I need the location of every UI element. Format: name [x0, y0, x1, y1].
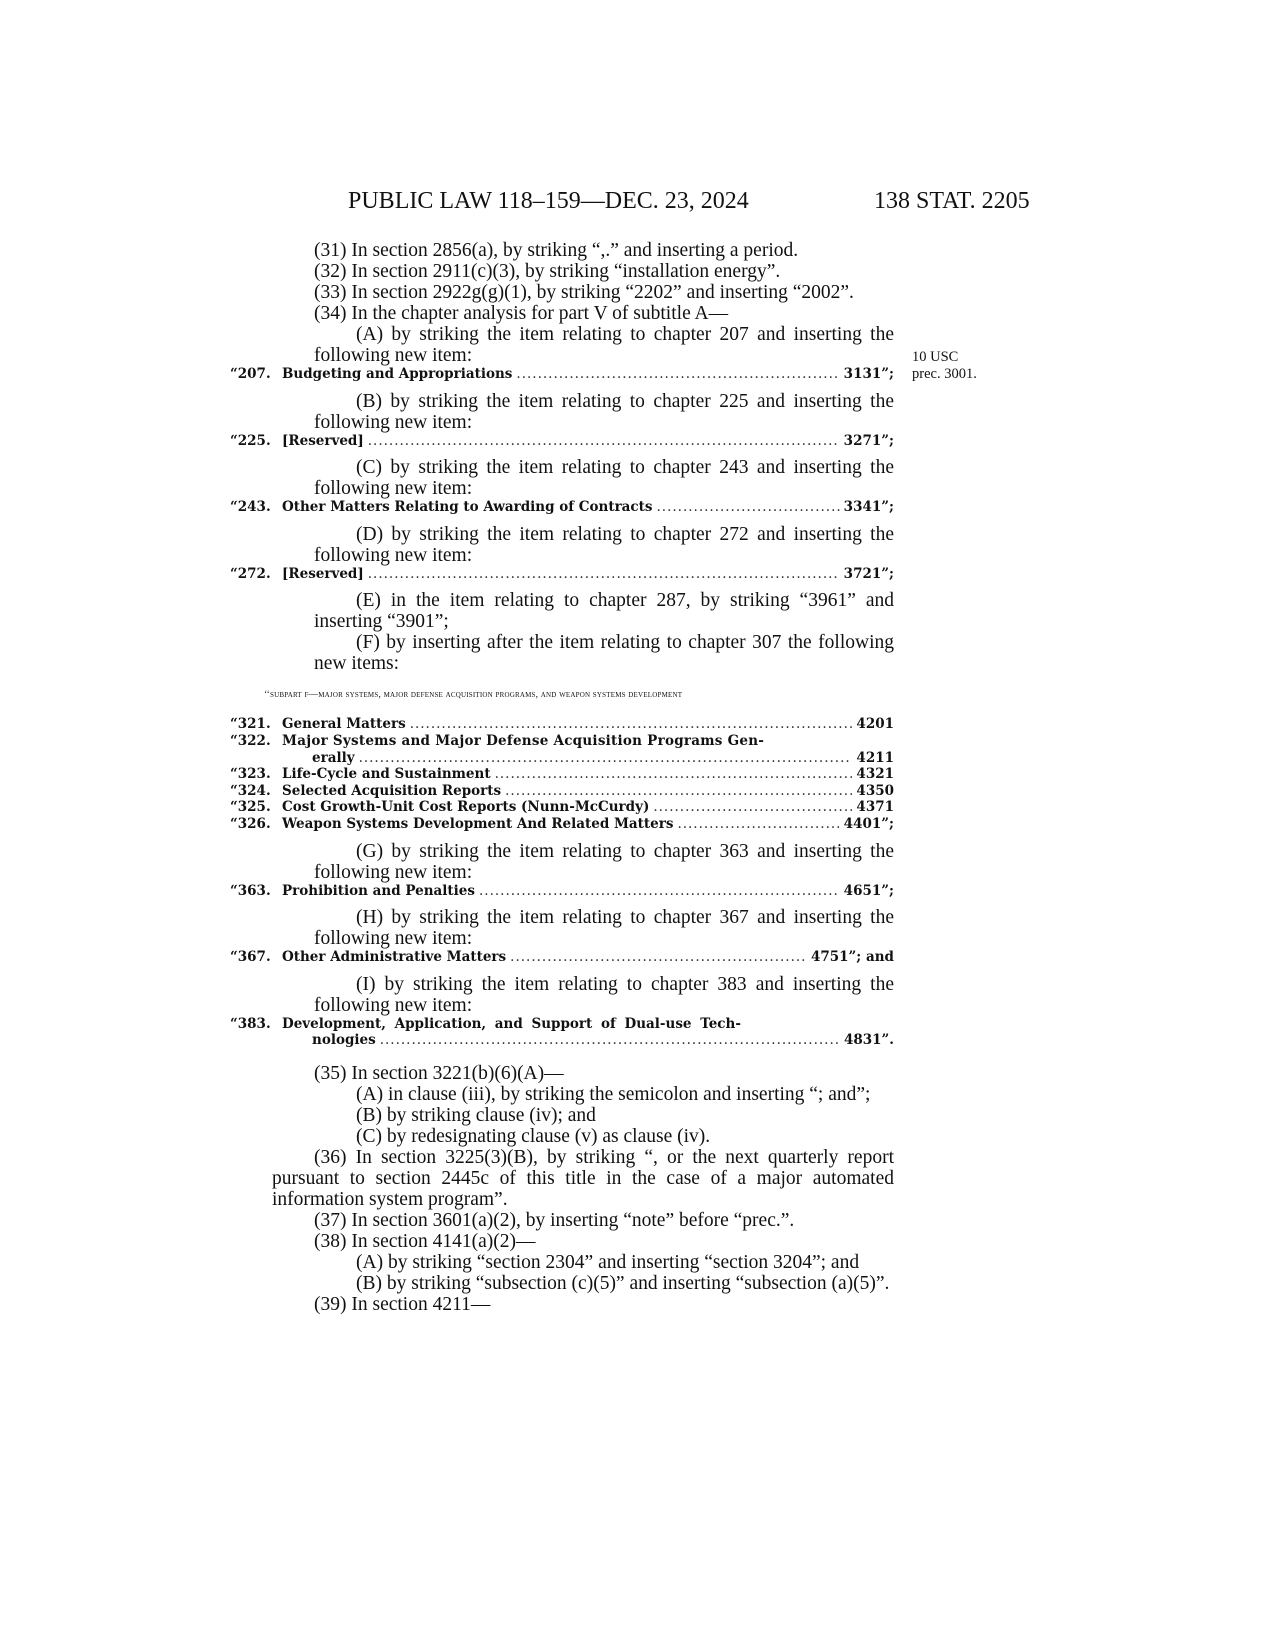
toc-page: 4211 — [856, 749, 894, 766]
toc-number: “272. — [230, 565, 271, 582]
toc-title: Budgeting and Appropriations — [282, 366, 513, 382]
toc-page: 4401”; — [843, 815, 894, 832]
toc-block-subpart-f — [230, 716, 894, 832]
paragraph-38-a: (A) by striking “section 2304” and inserting “section 3204”; and — [356, 1251, 860, 1273]
toc-number: “323. — [230, 766, 271, 783]
leader-dots — [368, 566, 840, 583]
paragraph-34-e: (E) in the item relating to chapter 287, by striking “3961” and inserting “3901”; — [314, 590, 894, 633]
paragraph-36: (36) In section 3225(3)(B), by striking “, or the next quarterly report pursuant to section 2445c of this title in the case of a major automated information system program”. — [272, 1146, 894, 1210]
toc-item — [230, 565, 894, 583]
leader-dots — [510, 949, 807, 966]
toc-page: 3131”; — [843, 366, 894, 382]
toc-page: 3341”; — [843, 499, 894, 516]
toc-title: Life-Cycle and Sustainment — [282, 766, 491, 783]
toc-item — [230, 432, 894, 450]
paragraph-38: (38) In section 4141(a)(2)— — [314, 1230, 536, 1252]
paragraph-31: (31) In section 2856(a), by striking “,.” and inserting a period. — [314, 240, 799, 261]
leader-dots — [479, 883, 840, 900]
paragraph-35-a: (A) in clause (iii), by striking the semicolon and inserting “; and”; — [356, 1083, 871, 1105]
toc-block-383 — [230, 1015, 894, 1049]
toc-item-continued — [272, 1032, 894, 1049]
toc-item — [230, 499, 894, 516]
toc-number: “225. — [230, 432, 271, 449]
paragraph-32: (32) In section 2911(c)(3), by striking “installation energy”. — [314, 261, 781, 282]
toc-title-continued: nologies — [312, 1032, 376, 1049]
toc-number: “324. — [230, 782, 271, 799]
paragraph-38-b: (B) by striking “subsection (c)(5)” and inserting “subsection (a)(5)”. — [356, 1272, 890, 1294]
paragraph-34-i: (I) by striking the item relating to chapter 383 and inserting the following new item: — [314, 973, 894, 1016]
toc-item — [230, 766, 894, 783]
subpart-heading: ‘‘subpart f—major systems, major defense acquisition programs, and weapon systems development — [264, 690, 683, 701]
toc-item — [230, 732, 894, 750]
toc-item — [230, 815, 894, 833]
paragraph-34-b: (B) by striking the item relating to chapter 225 and inserting the following new item: — [314, 390, 894, 433]
toc-block-225 — [230, 432, 894, 450]
toc-item — [230, 949, 894, 966]
toc-item — [230, 799, 894, 816]
margin-note-line-2: prec. 3001. — [912, 366, 977, 382]
toc-number: “367. — [230, 949, 271, 966]
paragraph-35: (35) In section 3221(b)(6)(A)— — [314, 1062, 564, 1084]
toc-title: Other Administrative Matters — [282, 949, 507, 966]
toc-title: [Reserved] — [282, 565, 364, 582]
toc-title: Weapon Systems Development And Related Matters — [282, 815, 674, 832]
toc-title: Prohibition and Penalties — [282, 882, 475, 899]
toc-title: Major Systems and Major Defense Acquisition Programs Gen- — [282, 732, 765, 749]
toc-title: General Matters — [282, 716, 406, 733]
paragraph-35-c: (C) by redesignating clause (v) as clause (iv). — [356, 1125, 711, 1147]
leader-dots — [410, 716, 853, 733]
toc-number: “207. — [230, 366, 271, 382]
paragraph-34-d: (D) by striking the item relating to chapter 272 and inserting the following new item: — [314, 523, 894, 566]
toc-item — [230, 366, 894, 383]
paragraph-34: (34) In the chapter analysis for part V of subtitle A— — [314, 303, 729, 324]
toc-block-243 — [230, 499, 894, 516]
paragraph-34-c: (C) by striking the item relating to chapter 243 and inserting the following new item: — [314, 457, 894, 500]
toc-page: 4831”. — [843, 1032, 894, 1049]
toc-number: “325. — [230, 799, 271, 816]
toc-item — [230, 1015, 894, 1033]
leader-dots — [677, 816, 839, 833]
toc-item — [230, 716, 894, 733]
toc-page: 4201 — [856, 716, 894, 733]
paragraph-34-f: (F) by inserting after the item relating to chapter 307 the following new items: — [314, 632, 894, 675]
toc-title: Development, Application, and Support of Dual-use Tech- — [282, 1015, 741, 1032]
leader-dots — [505, 783, 852, 800]
leader-dots — [380, 1032, 840, 1049]
margin-note-line-1: 10 USC — [912, 349, 959, 365]
paragraph-33: (33) In section 2922g(g)(1), by striking “2202” and inserting “2002”. — [314, 282, 854, 303]
toc-page: 4321 — [856, 766, 894, 783]
toc-item — [230, 882, 894, 900]
toc-number: “321. — [230, 716, 271, 733]
body-text — [230, 240, 894, 1315]
margin-citation-note — [912, 349, 977, 383]
toc-title: Cost Growth-Unit Cost Reports (Nunn-McCurdy) — [282, 799, 650, 816]
leader-dots — [368, 433, 840, 450]
toc-page: 4651”; — [843, 882, 894, 899]
paragraph-34-g: (G) by striking the item relating to chapter 363 and inserting the following new item: — [314, 840, 894, 883]
leader-dots — [495, 766, 853, 783]
paragraph-39: (39) In section 4211— — [314, 1293, 491, 1315]
paragraph-34-h: (H) by striking the item relating to chapter 367 and inserting the following new item: — [314, 907, 894, 950]
leader-dots — [653, 799, 852, 816]
leader-dots — [359, 750, 853, 767]
toc-number: “383. — [230, 1015, 271, 1032]
toc-block-363 — [230, 882, 894, 900]
paragraph-34-a: (A) by striking the item relating to chapter 207 and inserting the following new item: — [314, 324, 894, 366]
toc-number: “363. — [230, 882, 271, 899]
running-header-stat-page: 138 STAT. 2205 — [874, 188, 1030, 214]
running-header-title: PUBLIC LAW 118–159—DEC. 23, 2024 — [348, 188, 749, 214]
leader-dots — [516, 366, 839, 383]
toc-number: “243. — [230, 499, 271, 516]
toc-page: 4350 — [856, 782, 894, 799]
toc-block-272 — [230, 565, 894, 583]
toc-number: “322. — [230, 732, 271, 749]
toc-title: Other Matters Relating to Awarding of Contracts — [282, 499, 653, 516]
leader-dots — [656, 499, 839, 516]
toc-title-continued: erally — [312, 749, 355, 766]
toc-block-367 — [230, 949, 894, 966]
toc-title: Selected Acquisition Reports — [282, 782, 502, 799]
toc-page: 4371 — [856, 799, 894, 816]
toc-page: 4751”; and — [810, 949, 894, 966]
toc-item — [230, 782, 894, 800]
toc-number: “326. — [230, 815, 271, 832]
toc-title: [Reserved] — [282, 432, 364, 449]
paragraph-35-b: (B) by striking clause (iv); and — [356, 1104, 596, 1126]
toc-block-207 — [230, 366, 894, 383]
toc-page: 3721”; — [843, 565, 894, 582]
toc-item-continued — [272, 750, 894, 767]
paragraph-37: (37) In section 3601(a)(2), by inserting “note” before “prec.”. — [314, 1209, 795, 1231]
toc-page: 3271”; — [843, 432, 894, 449]
